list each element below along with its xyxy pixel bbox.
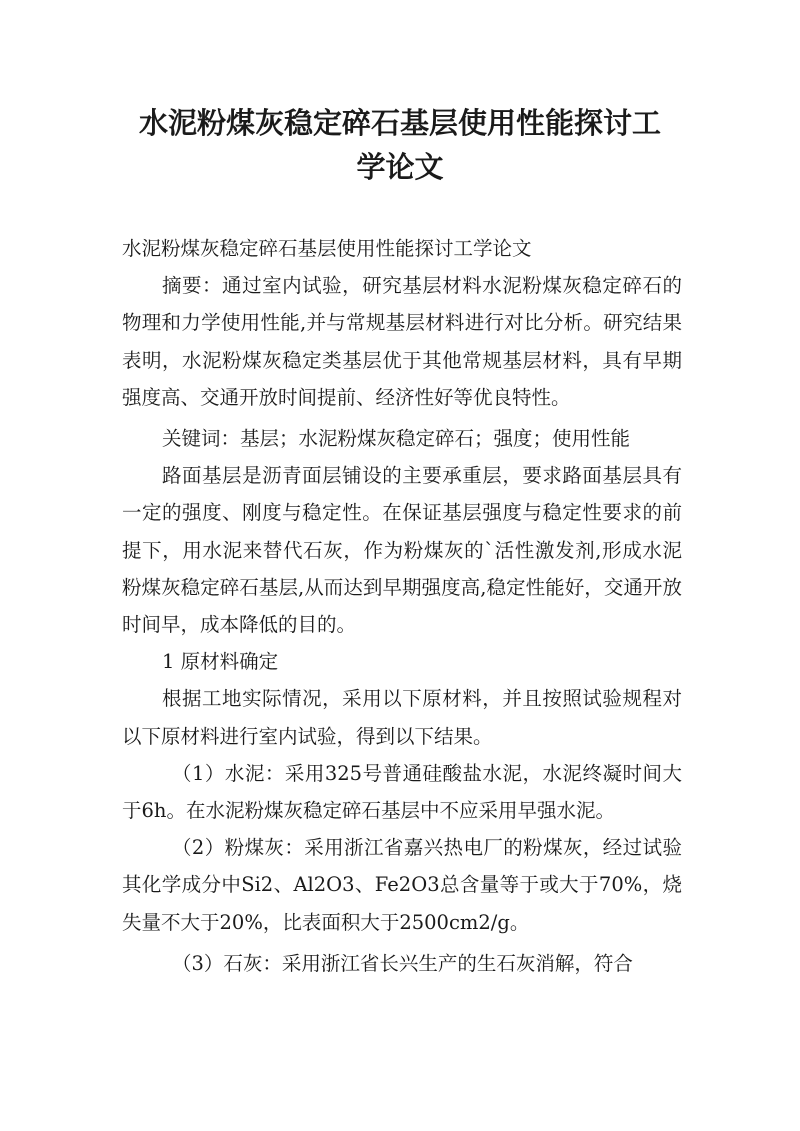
paragraph-intro: 路面基层是沥青面层铺设的主要承重层，要求路面基层具有一定的强度、刚度与稳定性。在保证基层强度与稳定性要求的前提下，用水泥来替代石灰，作为粉煤灰的`活性激发剂,形成水泥粉煤灰稳定碎石基层,从而达到早期强度高,稳定性能好，交通开放时间早，成本降低的目的。	[122, 464, 682, 637]
paragraph-cement: （1）水泥：采用325号普通硅酸盐水泥，水泥终凝时间大于6h。在水泥粉煤灰稳定碎石基层中不应采用早强水泥。	[122, 761, 682, 823]
document-title-line-1: 水泥粉煤灰稳定碎石基层使用性能探讨工	[138, 106, 661, 140]
paragraph-abstract: 摘要：通过室内试验，研究基层材料水泥粉煤灰稳定碎石的物理和力学使用性能,并与常规基层材料进行对比分析。研究结果表明，水泥粉煤灰稳定类基层优于其他常规基层材料，具有早期强度高、交通开放时间提前、经济性好等优良特性。	[122, 274, 682, 409]
paragraph-materials-intro: 根据工地实际情况，采用以下原材料，并且按照试验规程对以下原材料进行室内试验，得到以下结果。	[122, 687, 682, 748]
document-title-line-2: 学论文	[356, 150, 444, 184]
section-heading-materials: 1 原材料确定	[162, 650, 279, 674]
paragraph-keywords: 关键词：基层；水泥粉煤灰稳定碎石；强度；使用性能	[162, 427, 631, 451]
paragraph-lime: （3）石灰：采用浙江省长兴生产的生石灰消解，符合	[172, 951, 633, 975]
document-body	[122, 230, 682, 982]
paragraph-subtitle: 水泥粉煤灰稳定碎石基层使用性能探讨工学论文	[122, 237, 532, 260]
paragraph-fly-ash: （2）粉煤灰：采用浙江省嘉兴热电厂的粉煤灰，经过试验其化学成分中Si2、Al2O3、Fe2O3总含量等于或大于70%，烧失量不大于20%，比表面积大于2500cm2/g。	[122, 836, 682, 934]
